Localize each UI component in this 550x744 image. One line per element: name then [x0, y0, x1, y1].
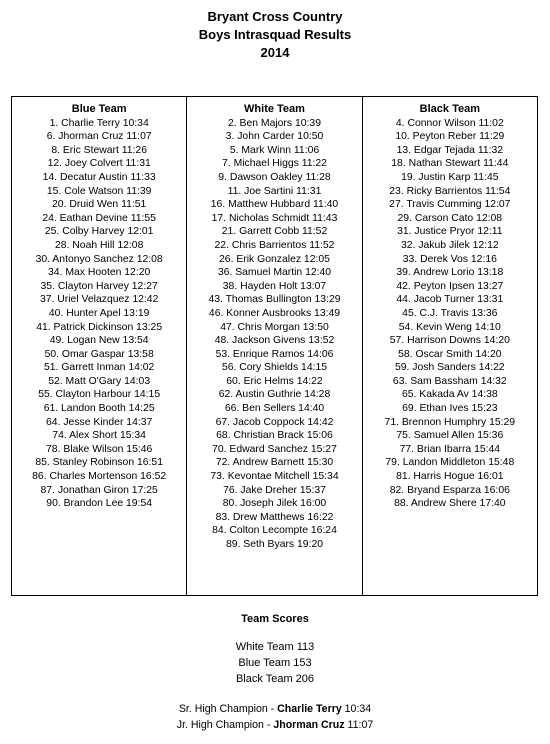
runner-entry: 14. Decatur Austin 11:33: [42, 171, 156, 183]
runner-entry: 29. Carson Cato 12:08: [397, 212, 503, 224]
runner-entry: 66. Ben Sellers 14:40: [224, 403, 325, 415]
runner-entry: 90. Brandon Lee 19:54: [46, 498, 153, 510]
runner-entry: 69. Ethan Ives 15:23: [402, 403, 498, 415]
runner-entry: 30. Antonyo Sanchez 12:08: [35, 253, 163, 265]
runner-entry: 67. Jacob Coppock 14:42: [215, 416, 334, 428]
team-column: [12, 97, 186, 595]
runner-entry: 37. Uriel Velazquez 12:42: [39, 294, 159, 306]
runner-entry: 45. C.J. Travis 13:36: [402, 307, 498, 319]
champions: [0, 701, 550, 733]
jr-high-champion: [0, 717, 550, 733]
champion-label: Jr. High Champion -: [176, 719, 274, 731]
page-header: [0, 8, 550, 62]
team-scores-title: Team Scores: [241, 613, 309, 625]
runner-entry: 63. Sam Bassham 14:32: [392, 375, 507, 387]
runner-entry: 74. Alex Short 15:34: [52, 430, 146, 442]
runner-entry: 44. Jacob Turner 13:31: [396, 294, 504, 306]
runner-entry: 26. Erik Gonzalez 12:05: [219, 253, 330, 265]
team-column: [362, 97, 537, 595]
runner-entry: 23. Ricky Barrientos 11:54: [389, 185, 511, 197]
runner-entry: 18. Nathan Stewart 11:44: [391, 158, 509, 170]
runner-entry: 17. Nicholas Schmidt 11:43: [211, 212, 338, 224]
runner-entry: 85. Stanley Robinson 16:51: [35, 457, 163, 469]
runner-entry: 71. Brennon Humphry 15:29: [384, 416, 516, 428]
team-score: Black Team 206: [235, 673, 315, 685]
champion-name: Charlie Terry: [277, 703, 342, 715]
runner-entry: 84. Colton Lecompte 16:24: [212, 525, 337, 537]
runner-entry: 4. Connor Wilson 11:02: [395, 117, 504, 129]
runner-entry: 88. Andrew Shere 17:40: [394, 498, 506, 510]
runner-entry: 28. Noah Hill 12:08: [54, 239, 144, 251]
runner-entry: 31. Justice Pryor 12:11: [397, 226, 503, 238]
runner-entry: 21. Garrett Cobb 11:52: [221, 226, 328, 238]
school-title: Bryant Cross Country: [207, 9, 343, 24]
runner-entry: 80. Joseph Jilek 16:00: [222, 498, 327, 510]
runner-entry: 41. Patrick Dickinson 13:25: [36, 321, 163, 333]
runner-entry: 47. Chris Morgan 13:50: [220, 321, 329, 333]
runner-entry: 68. Christian Brack 15:06: [216, 430, 333, 442]
runner-entry: 36. Samuel Martin 12:40: [217, 267, 332, 279]
runner-entry: 10. Peyton Reber 11:29: [395, 131, 505, 143]
runner-entry: 55. Clayton Harbour 14:15: [38, 389, 161, 401]
runner-entry: 8. Eric Stewart 11:26: [51, 144, 147, 156]
runner-entry: 59. Josh Sanders 14:22: [394, 362, 505, 374]
runner-entry: 24. Eathan Devine 11:55: [42, 212, 156, 224]
team-name: Black Team: [419, 103, 480, 115]
team-score: Blue Team 153: [238, 657, 312, 669]
runner-entry: 40. Hunter Apel 13:19: [48, 307, 150, 319]
runner-entry: 86. Charles Mortenson 16:52: [32, 471, 167, 483]
runner-entry: 27. Travis Cumming 12:07: [389, 199, 511, 211]
sr-high-champion: [0, 701, 550, 717]
runner-entry: 22. Chris Barrientos 11:52: [214, 239, 335, 251]
runner-entry: 81. Harris Hogue 16:01: [396, 471, 504, 483]
runner-entry: 75. Samuel Allen 15:36: [396, 430, 504, 442]
runner-entry: 3. John Carder 10:50: [225, 131, 324, 143]
runner-entry: 34. Max Hooten 12:20: [48, 267, 151, 279]
runner-entry: 2. Ben Majors 10:39: [227, 117, 321, 129]
runner-entry: 46. Konner Ausbrooks 13:49: [208, 307, 341, 319]
runner-entry: 77. Brian Ibarra 15:44: [399, 443, 501, 455]
runner-entry: 89. Seth Byars 19:20: [225, 539, 324, 550]
runner-entry: 42. Peyton Ipsen 13:27: [396, 280, 504, 292]
runner-entry: 60. Eric Helms 14:22: [226, 375, 323, 387]
year-title: 2014: [260, 45, 290, 60]
runner-entry: 50. Omar Gaspar 13:58: [44, 348, 154, 360]
runner-entry: 57. Harrison Downs 14:20: [389, 335, 510, 347]
runner-entry: 49. Logan New 13:54: [49, 335, 149, 347]
champion-time: 10:34: [341, 703, 372, 715]
runner-entry: 70. Edward Sanchez 15:27: [212, 443, 337, 455]
event-title: Boys Intrasquad Results: [198, 27, 352, 42]
runner-entry: 48. Jackson Givens 13:52: [214, 335, 335, 347]
runner-entry: 51. Garrett Inman 14:02: [44, 362, 155, 374]
team-score: White Team 113: [235, 641, 315, 653]
runner-entry: 11. Joe Sartini 11:31: [227, 185, 322, 197]
runner-entry: 39. Andrew Lorio 13:18: [396, 267, 504, 279]
runner-entry: 73. Kevontae Mitchell 15:34: [210, 471, 339, 483]
runner-entry: 65. Kakada Av 14:38: [401, 389, 498, 401]
results-table: [11, 96, 538, 596]
runner-entry: 64. Jesse Kinder 14:37: [46, 416, 153, 428]
team-name: White Team: [244, 103, 305, 115]
runner-entry: 20. Druid Wen 11:51: [51, 199, 147, 211]
runner-entry: 62. Austin Guthrie 14:28: [218, 389, 331, 401]
runner-entry: 78. Blake Wilson 15:46: [46, 443, 153, 455]
runner-entry: 58. Oscar Smith 14:20: [398, 348, 502, 360]
runner-entry: 15. Cole Watson 11:39: [46, 185, 152, 197]
runner-entry: 76. Jake Dreher 15:37: [223, 484, 326, 496]
team-name: Blue Team: [71, 103, 127, 115]
runner-entry: 53. Enrique Ramos 14:06: [215, 348, 334, 360]
runner-entry: 1. Charlie Terry 10:34: [49, 117, 149, 129]
runner-entry: 6. Jhorman Cruz 11:07: [46, 131, 152, 143]
runner-entry: 54. Kevin Weng 14:10: [398, 321, 501, 333]
runner-entry: 87. Jonathan Giron 17:25: [40, 484, 158, 496]
team-column: [186, 97, 361, 595]
champion-name: Jhorman Cruz: [273, 719, 345, 731]
runner-entry: 16. Matthew Hubbard 11:40: [210, 199, 339, 211]
runner-entry: 82. Bryand Esparza 16:06: [389, 484, 510, 496]
runner-entry: 32. Jakub Jilek 12:12: [401, 239, 499, 251]
runner-entry: 13. Edgar Tejada 11:32: [396, 144, 504, 156]
runner-entry: 9. Dawson Oakley 11:28: [218, 171, 331, 183]
runner-entry: 79. Landon Middleton 15:48: [385, 457, 515, 469]
runner-entry: 33. Derek Vos 12:16: [402, 253, 497, 265]
runner-entry: 72. Andrew Barnett 15:30: [215, 457, 334, 469]
runner-entry: 25. Colby Harvey 12:01: [44, 226, 154, 238]
runner-entry: 43. Thomas Bullington 13:29: [208, 294, 341, 306]
runner-entry: 38. Hayden Holt 13:07: [222, 280, 327, 292]
team-scores: [0, 612, 550, 687]
champion-label: Sr. High Champion -: [178, 703, 278, 715]
runner-entry: 61. Landon Booth 14:25: [43, 403, 155, 415]
champion-time: 11:07: [344, 719, 374, 731]
runner-entry: 12. Joey Colvert 11:31: [47, 158, 151, 170]
runner-entry: 56. Cory Shields 14:15: [221, 362, 328, 374]
runner-entry: 5. Mark Winn 11:06: [229, 144, 320, 156]
runner-entry: 7. Michael Higgs 11:22: [222, 158, 327, 170]
runner-entry: 35. Clayton Harvey 12:27: [40, 280, 158, 292]
runner-entry: 83. Drew Matthews 16:22: [215, 511, 334, 523]
runner-entry: 52. Matt O'Gary 14:03: [48, 375, 151, 387]
runner-entry: 19. Justin Karp 11:45: [401, 171, 499, 183]
